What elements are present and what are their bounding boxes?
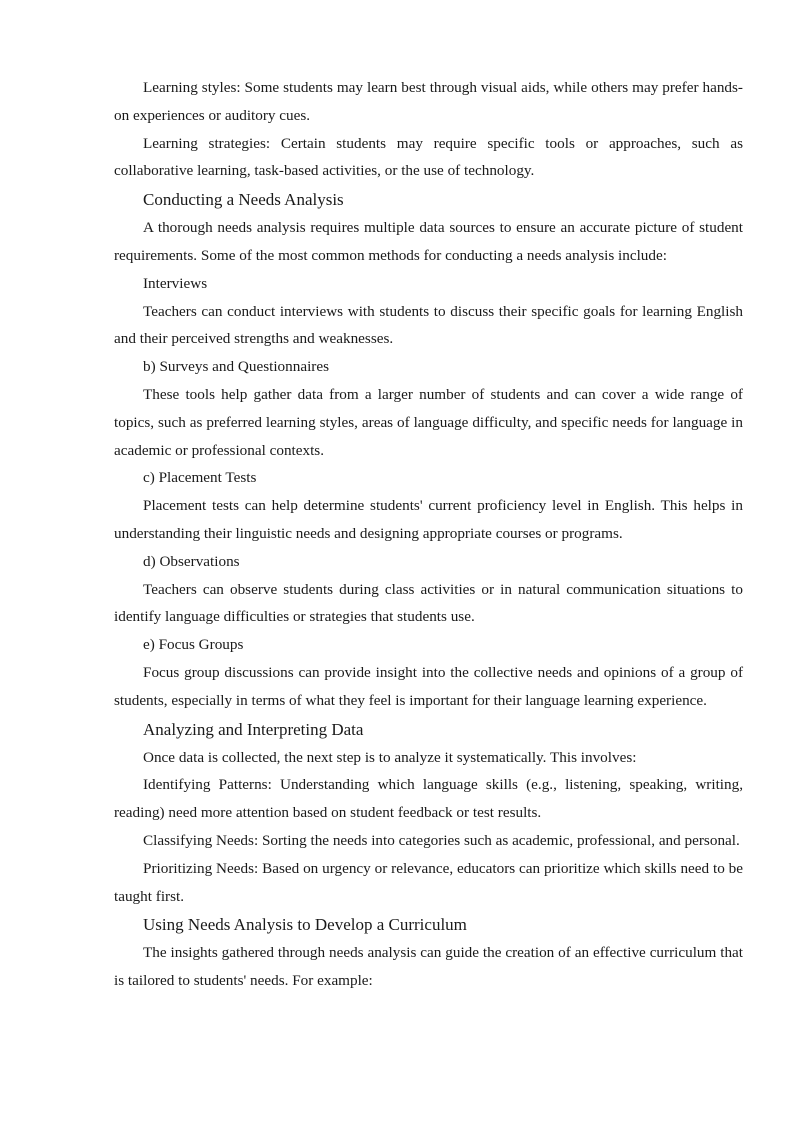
paragraph-surveys: These tools help gather data from a larger number of students and can cover a wide range of topics, such as preferred learning styles, areas of language difficulty, and specific needs for language in academic or professional contexts. [114, 385, 743, 459]
paragraph-needs-analysis-intro: A thorough needs analysis requires multiple data sources to ensure an accurate picture of student requirements. Some of the most common methods for conducting a needs analysis include: [114, 219, 743, 264]
paragraph-classifying-needs: Classifying Needs: Sorting the needs into categories such as academic, professional, and personal. [143, 831, 740, 849]
subheading-surveys: b) Surveys and Questionnaires [143, 358, 330, 376]
subheading-observations: d) Observations [143, 552, 240, 570]
subheading-placement-tests: c) Placement Tests [143, 469, 257, 487]
paragraph-learning-styles: Learning styles: Some students may learn best through visual aids, while others may prefer hands-on experiences or auditory cues. [114, 79, 743, 124]
paragraph-interviews: Teachers can conduct interviews with students to discuss their specific goals for learning English and their perceived strengths and weaknesses. [114, 302, 743, 348]
paragraph-identifying-patterns: Identifying Patterns: Understanding which language skills (e.g., listening, speaking, writing, reading) need more attention based on student feedback or test results. [114, 776, 743, 822]
paragraph-analyze-intro: Once data is collected, the next step is to analyze it systematically. This involves: [143, 748, 637, 766]
paragraph-placement-tests: Placement tests can help determine students' current proficiency level in English. This helps in understanding their linguistic needs and designing appropriate courses or programs. [114, 497, 743, 542]
subheading-focus-groups: e) Focus Groups [143, 636, 244, 654]
paragraph-observations: Teachers can observe students during class activities or in natural communication situations to identify language difficulties or strategies that students use. [114, 580, 743, 626]
paragraph-curriculum-intro: The insights gathered through needs analysis can guide the creation of an effective curriculum that is tailored to students' needs. For example: [114, 944, 743, 990]
heading-develop-curriculum: Using Needs Analysis to Develop a Curriculum [143, 915, 467, 935]
heading-conducting-needs-analysis: Conducting a Needs Analysis [143, 190, 344, 210]
paragraph-prioritizing-needs: Prioritizing Needs: Based on urgency or relevance, educators can prioritize which skills need to be taught first. [114, 859, 743, 905]
paragraph-focus-groups: Focus group discussions can provide insight into the collective needs and opinions of a group of students, especially in terms of what they feel is important for their language learning experience. [114, 663, 743, 709]
document-page [114, 74, 743, 995]
paragraph-learning-strategies: Learning strategies: Certain students may require specific tools or approaches, such as collaborative learning, task-based activities, or the use of technology. [114, 134, 743, 180]
heading-analyzing-data: Analyzing and Interpreting Data [143, 719, 364, 739]
subheading-interviews: Interviews [143, 274, 208, 292]
